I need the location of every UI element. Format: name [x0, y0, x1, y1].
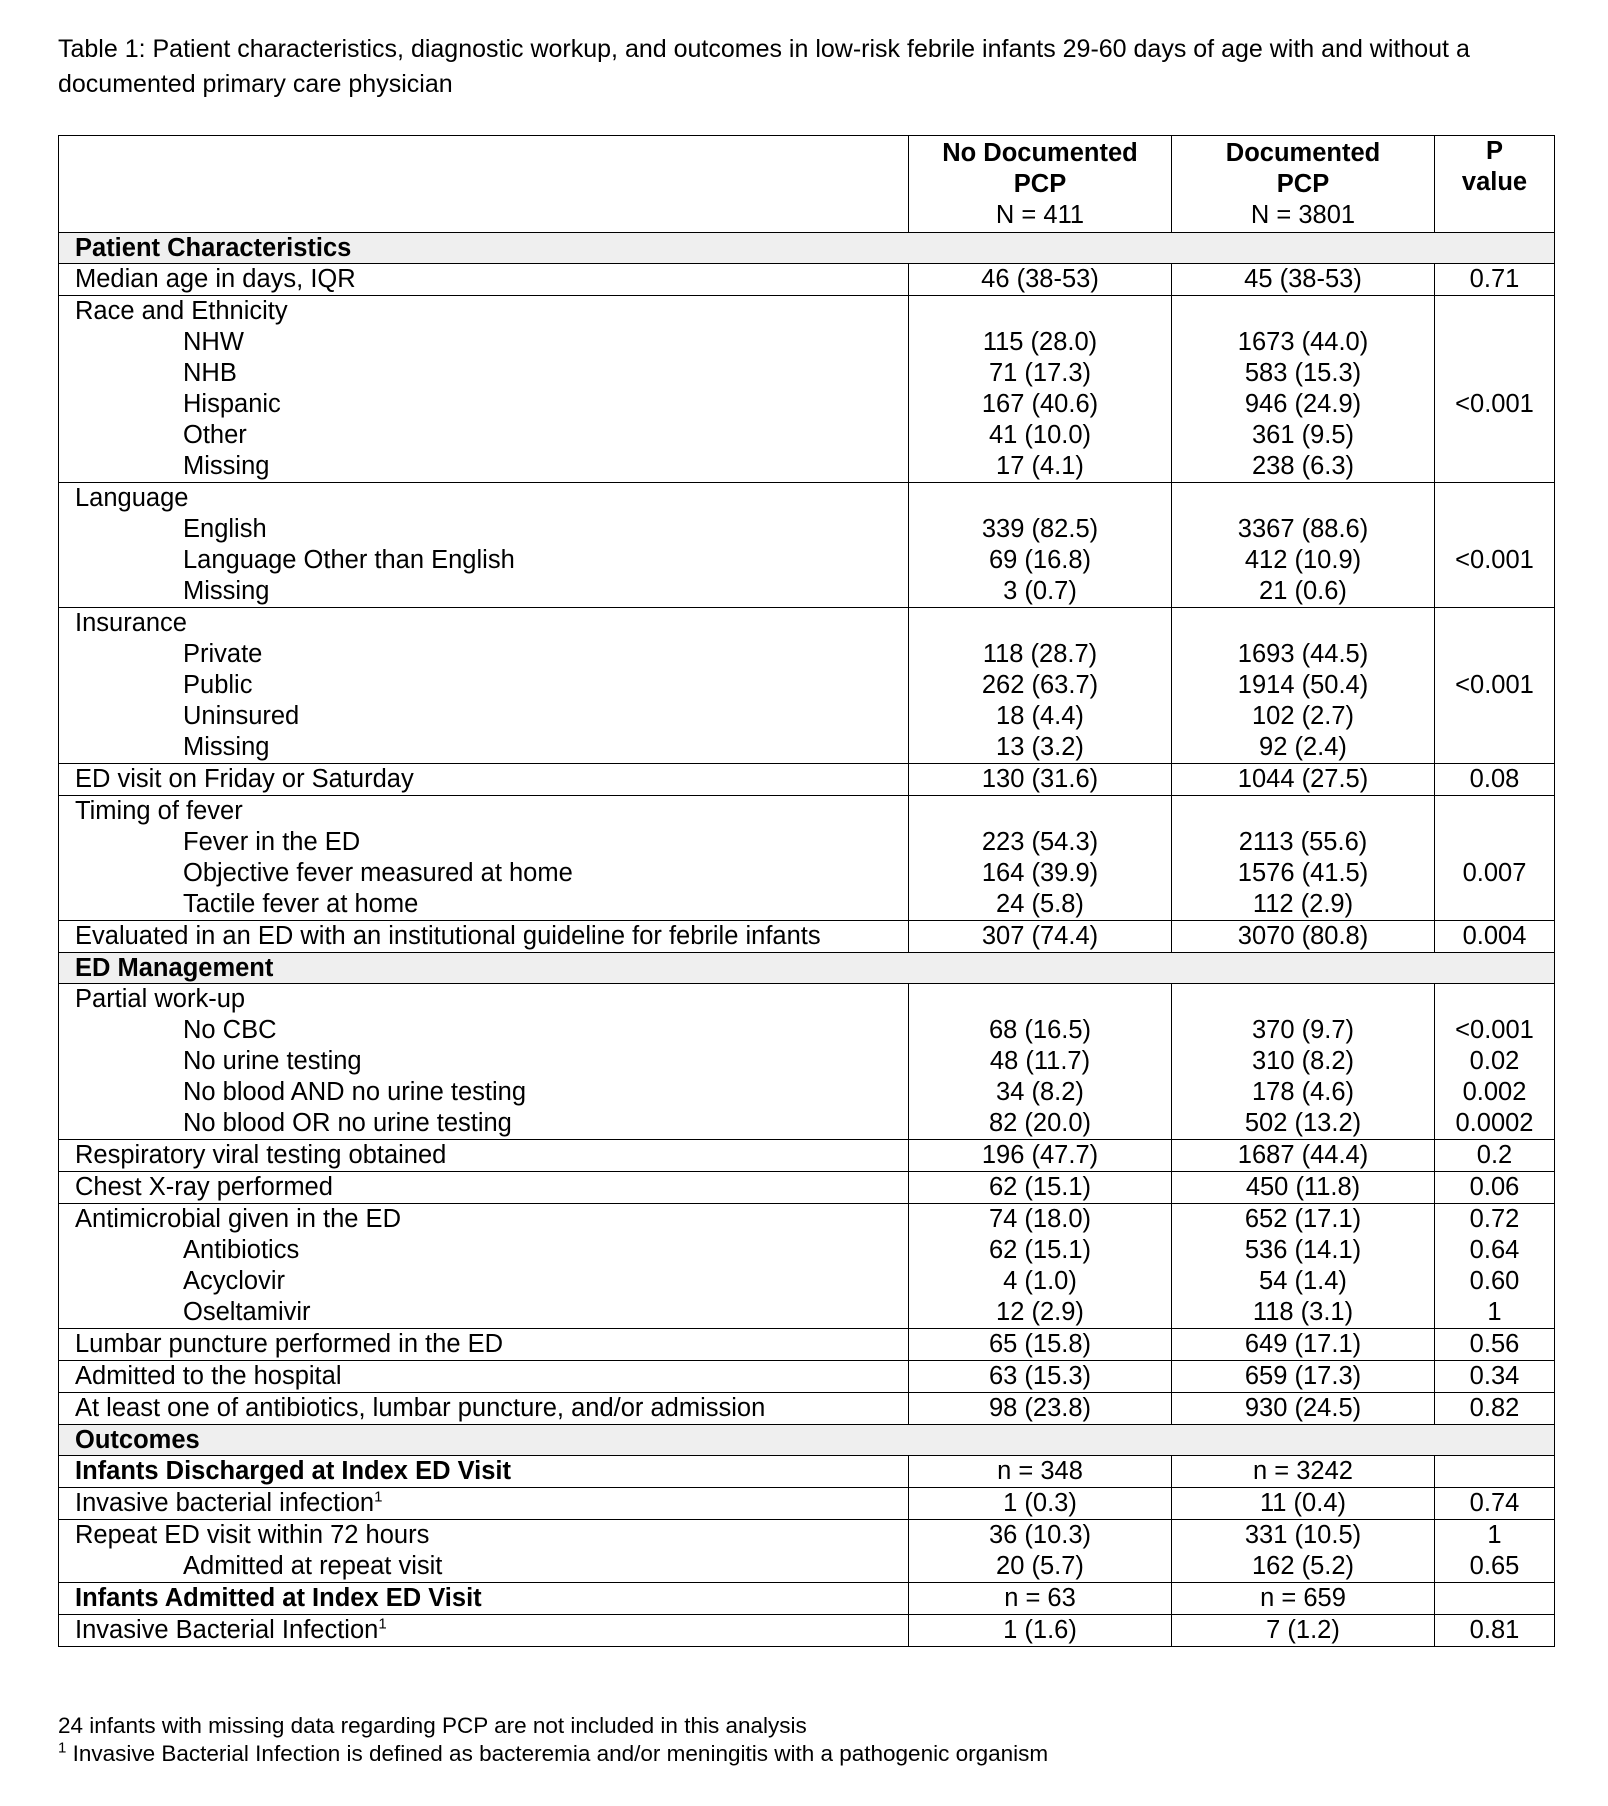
section-row-ed: ED Management: [59, 953, 1555, 984]
table-row: Antimicrobial given in the ED Antibiotics Acyclovir Oseltamivir 74 (18.0) 62 (15.1) 4 (1.0) 12 (2.9) 652 (17.1) 536 (14.1) 54 (1.4) 118 (3.1) 0.72 0.64 0.60 1: [59, 1204, 1555, 1329]
table-row: Language English Language Other than English Missing 339 (82.5) 69 (16.8) 3 (0.7) 3367 (88.6) 412 (10.9) 21 (0.6) <0.001: [59, 483, 1555, 608]
header-label-cell: [59, 136, 909, 233]
footnote-missing-pcp: 24 infants with missing data regarding PCP are not included in this analysis: [58, 1713, 807, 1738]
table-row: Infants Admitted at Index ED Visit n = 63 n = 659: [59, 1583, 1555, 1615]
table-row: Respiratory viral testing obtained 196 (47.7) 1687 (44.4) 0.2: [59, 1140, 1555, 1172]
table-row: Race and Ethnicity NHW NHB Hispanic Other Missing 115 (28.0) 71 (17.3) 167 (40.6) 41 (10.0) 17 (4.1) 1673 (44.0) 583 (15.3) 946 (24.9) 361 (9.5) 238 (6.3) <0.001: [59, 296, 1555, 483]
footnotes: [58, 1712, 1558, 1768]
table-row: Partial work-up No CBC No urine testing No blood AND no urine testing No blood OR no urine testing 68 (16.5) 48 (11.7) 34 (8.2) 82 (20.0) 370 (9.7) 310 (8.2) 178 (4.6) 502 (13.2) <0.001 0.02 0.002 0.0002: [59, 984, 1555, 1140]
header-p-value: P value: [1435, 136, 1555, 233]
table-row: Invasive Bacterial Infection$^1$ 1 (1.6) 7 (1.2) 0.81: [59, 1615, 1555, 1647]
table-row: Invasive bacterial infection$^1$ 1 (0.3) 11 (0.4) 0.74: [59, 1488, 1555, 1520]
table-header-row: [59, 136, 1555, 233]
table-row: Evaluated in an ED with an institutional guideline for febrile infants 307 (74.4) 3070 (80.8) 0.004: [59, 921, 1555, 953]
section-row-patient: Patient Characteristics: [59, 233, 1555, 264]
table-row: ED visit on Friday or Saturday 130 (31.6) 1044 (27.5) 0.08: [59, 764, 1555, 796]
table-row: Repeat ED visit within 72 hours Admitted at repeat visit 36 (10.3) 20 (5.7) 331 (10.5) 162 (5.2) 1 0.65: [59, 1520, 1555, 1583]
table-row: Insurance Private Public Uninsured Missing 118 (28.7) 262 (63.7) 18 (4.4) 13 (3.2) 1693 (44.5) 1914 (50.4) 102 (2.7) 92 (2.4) <0.001: [59, 608, 1555, 764]
table-row: Infants Discharged at Index ED Visit n = 348 n = 3242: [59, 1456, 1555, 1488]
characteristics-table: [58, 135, 1555, 1647]
footnote-ibi-definition: $^1$ Invasive Bacterial Infection is defined as bacteremia and/or meningitis with a pathogenic organism: [58, 1739, 1049, 1766]
table-row: Timing of fever Fever in the ED Objective fever measured at home Tactile fever at home 223 (54.3) 164 (39.9) 24 (5.8) 2113 (55.6) 1576 (41.5) 112 (2.9) 0.007: [59, 796, 1555, 921]
table-row: Admitted to the hospital 63 (15.3) 659 (17.3) 0.34: [59, 1361, 1555, 1393]
table-row: At least one of antibiotics, lumbar puncture, and/or admission 98 (23.8) 930 (24.5) 0.82: [59, 1393, 1555, 1425]
table-row: Chest X-ray performed 62 (15.1) 450 (11.8) 0.06: [59, 1172, 1555, 1204]
table-caption: Table 1: Patient characteristics, diagnostic workup, and outcomes in low-risk febrile infants 29-60 days of age with and without a documented primary care physician: [58, 35, 1470, 98]
table-row: Lumbar puncture performed in the ED 65 (15.8) 649 (17.1) 0.56: [59, 1329, 1555, 1361]
header-no-pcp: No Documented PCP N = 411: [909, 136, 1172, 233]
table-row: Median age in days, IQR 46 (38-53) 45 (38-53) 0.71: [59, 264, 1555, 296]
header-pcp: Documented PCP N = 3801: [1172, 136, 1435, 233]
section-row-outcomes: Outcomes: [59, 1425, 1555, 1456]
